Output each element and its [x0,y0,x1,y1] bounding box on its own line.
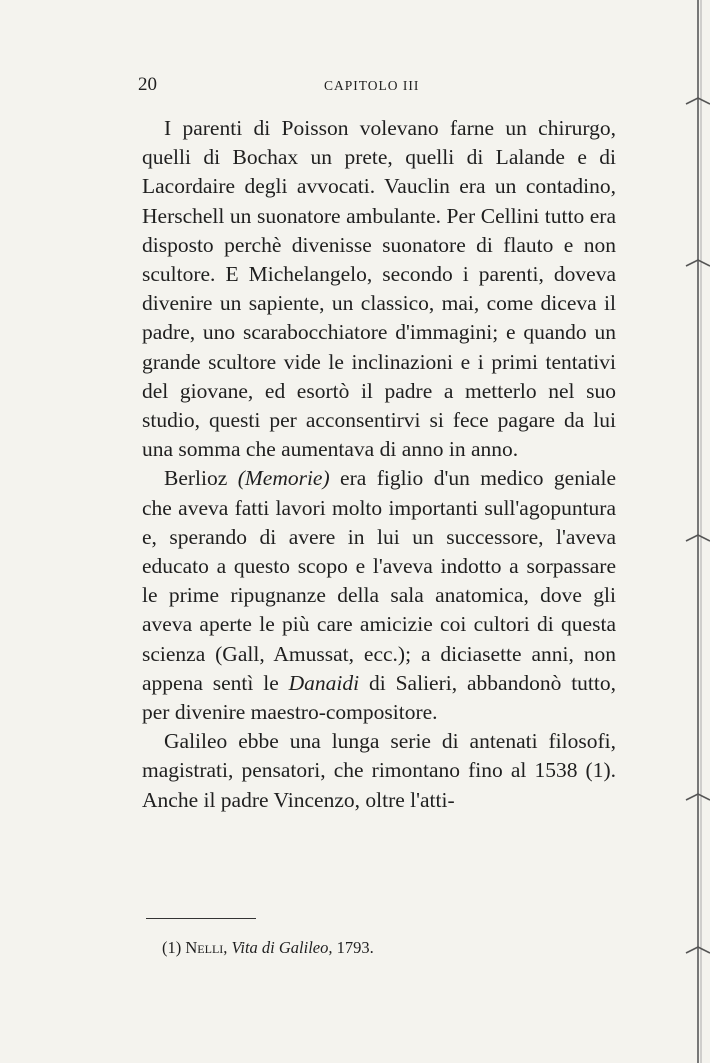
italic-title-memorie: (Memorie) [237,466,330,491]
text-segment: Galileo ebbe una lunga serie di antenati filosofi, magistrati, pensatori, che rimontano fino al 1538 (1). Anche il padre Vincenzo, oltre l'atti- [142,729,616,812]
footnote-year: 1793. [336,938,374,957]
text-segment: I parenti di Poisson volevano farne un chirurgo, quelli di Bochax un prete, quelli di Lalande e di Lacordaire degli avvocati. Vauclin era un contadino, Herschell un suonatore ambulante. Per Cellini tutto era disposto perchè divenisse suonatore di flauto e non scultore. E Michelangelo, secondo i parenti, doveva divenire un sapiente, un classico, mai, come diceva il padre, uno scarabocchiatore d'immagini; e quando un grande scultore vide le inclinazioni e i primi tentativi del giovane, ed esortò il padre a metterlo nel suo studio, questi per acconsentirvi si fece pagare da lui una somma che aumentava di anno in anno. [142,116,616,462]
footnote-title: Vita di Galileo, [231,938,333,957]
page-number: 20 [138,74,157,95]
text-segment: era figlio d'un medico geniale che aveva fatti lavori molto importanti sull'agopuntura e, sperando di avere in lui un successore, l'aveva educato a questo scopo e l'aveva indotto a sorpassare le prime ripugnanze della sala anatomica, dove gli aveva aperte le più care amicizie coi cultori di questa scienza (Gall, Amussat, ecc.); a diciasette anni, non appena sentì le [142,466,616,695]
footnote [162,938,374,958]
text-segment: di Salieri, abbandonò tutto, per divenire maestro-compositore. [142,670,616,725]
footnote-author: Nelli, [185,938,228,957]
page-header [138,74,616,98]
running-head: CAPITOLO III [324,78,420,93]
footnote-marker: (1) [162,938,182,957]
paragraph [142,464,616,727]
text-segment: Berlioz [164,466,238,491]
paragraph [142,114,616,464]
body-text [142,114,616,815]
italic-title-danaidi: Danaidi [288,670,360,695]
binding-edge [676,0,710,1063]
paragraph [142,727,616,815]
footnote-rule [146,918,256,919]
